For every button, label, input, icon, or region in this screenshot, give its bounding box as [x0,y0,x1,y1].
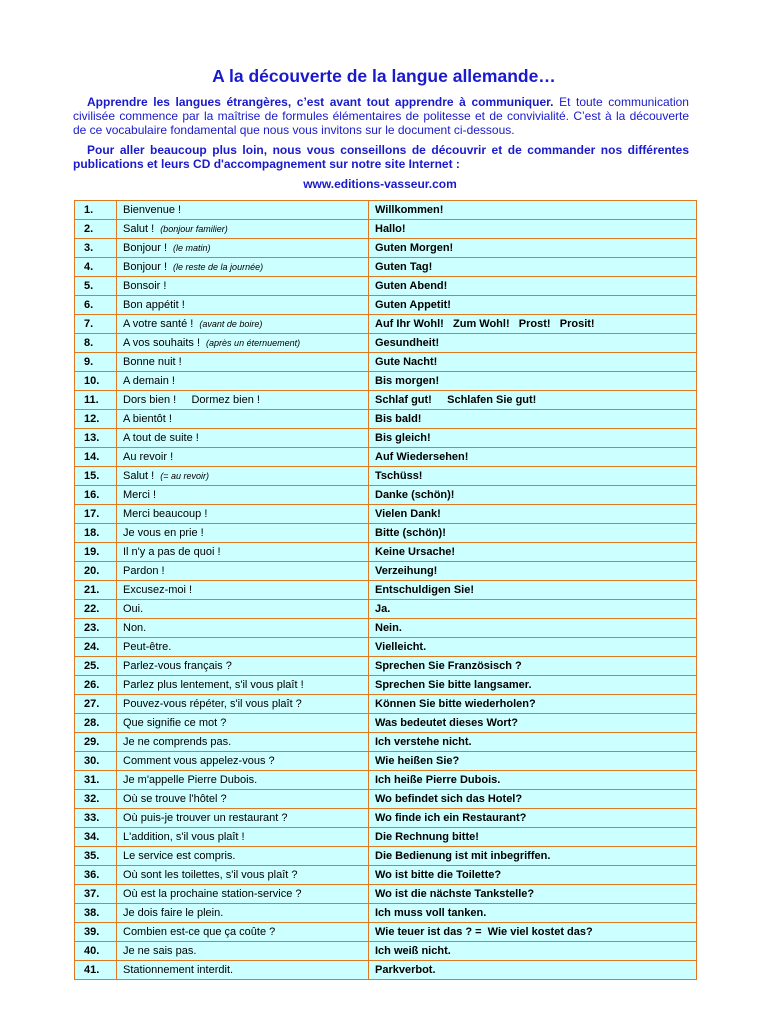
row-number: 2. [75,220,117,239]
phrase-note: (bonjour familier) [160,224,228,234]
german-phrase: Können Sie bitte wiederholen? [369,695,697,714]
row-number: 8. [75,334,117,353]
table-row [75,372,697,391]
french-phrase-cell [117,201,369,220]
french-phrase: Où est la prochaine station-service ? [123,888,302,900]
row-number: 21. [75,581,117,600]
row-number: 3. [75,239,117,258]
french-phrase: Salut ! [123,470,155,482]
french-phrase: Comment vous appelez-vous ? [123,755,275,767]
table-row [75,524,697,543]
table-row [75,733,697,752]
french-phrase-cell [117,638,369,657]
french-phrase-cell [117,676,369,695]
french-phrase: A bientôt ! [123,413,172,425]
row-number: 22. [75,600,117,619]
german-phrase: Sprechen Sie bitte langsamer. [369,676,697,695]
french-phrase-cell [117,505,369,524]
german-phrase: Bis gleich! [369,429,697,448]
french-phrase: A demain ! [123,375,175,387]
german-phrase: Schlaf gut! Schlafen Sie gut! [369,391,697,410]
french-phrase: Merci beaucoup ! [123,508,208,520]
table-row [75,619,697,638]
table-row [75,486,697,505]
table-row [75,828,697,847]
row-number: 35. [75,847,117,866]
row-number: 33. [75,809,117,828]
french-phrase: Bonjour ! [123,261,168,273]
french-phrase-cell [117,619,369,638]
french-phrase-cell [117,562,369,581]
french-phrase-cell [117,315,369,334]
table-row [75,600,697,619]
french-phrase-cell [117,600,369,619]
table-row [75,239,697,258]
french-phrase: Salut ! [123,223,155,235]
row-number: 24. [75,638,117,657]
table-row [75,771,697,790]
intro-paragraph [73,95,689,137]
french-phrase: Parlez-vous français ? [123,660,232,672]
german-phrase: Ich heiße Pierre Dubois. [369,771,697,790]
french-phrase-cell [117,467,369,486]
german-phrase: Bitte (schön)! [369,524,697,543]
french-phrase-cell [117,334,369,353]
table-row [75,885,697,904]
table-row [75,448,697,467]
french-phrase-cell [117,714,369,733]
row-number: 41. [75,961,117,980]
phrase-note: (avant de boire) [199,319,263,329]
german-phrase: Wo ist die nächste Tankstelle? [369,885,697,904]
row-number: 16. [75,486,117,505]
french-phrase: Bonjour ! [123,242,168,254]
table-row [75,904,697,923]
row-number: 17. [75,505,117,524]
french-phrase-cell [117,809,369,828]
german-phrase: Bis morgen! [369,372,697,391]
french-phrase: L'addition, s'il vous plaît ! [123,831,245,843]
french-phrase-cell [117,391,369,410]
german-phrase: Verzeihung! [369,562,697,581]
row-number: 30. [75,752,117,771]
french-phrase: Je ne comprends pas. [123,736,232,748]
german-phrase: Vielen Dank! [369,505,697,524]
french-phrase-cell [117,695,369,714]
table-row [75,258,697,277]
german-phrase: Nein. [369,619,697,638]
french-phrase: Bon appétit ! [123,299,185,311]
german-phrase: Willkommen! [369,201,697,220]
row-number: 25. [75,657,117,676]
french-phrase-cell [117,847,369,866]
table-row [75,505,697,524]
french-phrase: Il n'y a pas de quoi ! [123,546,221,558]
table-row [75,543,697,562]
phrase-note: (le matin) [173,243,211,253]
french-phrase: Où puis-je trouver un restaurant ? [123,812,288,824]
french-phrase: Stationnement interdit. [123,964,234,976]
table-row [75,562,697,581]
table-row [75,429,697,448]
table-row [75,695,697,714]
german-phrase: Wie teuer ist das ? = Wie viel kostet das? [369,923,697,942]
intro-rest: Et toute communication civilisée commence par la maîtrise de formules élémentaires de politesse et de convivialité. C’est à la découverte de ce vocabulaire fondamental que nous vous invitons sur le document ci-dessous. [73,95,689,137]
french-phrase-cell [117,296,369,315]
row-number: 38. [75,904,117,923]
french-phrase: Dors bien ! Dormez bien ! [123,394,260,406]
table-row [75,201,697,220]
german-phrase: Wie heißen Sie? [369,752,697,771]
french-phrase-cell [117,372,369,391]
french-phrase-cell [117,258,369,277]
table-row [75,220,697,239]
row-number: 9. [75,353,117,372]
vocabulary-table-body [75,201,697,980]
german-phrase: Vielleicht. [369,638,697,657]
french-phrase-cell [117,581,369,600]
row-number: 10. [75,372,117,391]
vocabulary-table [74,200,697,980]
french-phrase-cell [117,866,369,885]
german-phrase: Entschuldigen Sie! [369,581,697,600]
row-number: 19. [75,543,117,562]
french-phrase: Que signifie ce mot ? [123,717,227,729]
row-number: 27. [75,695,117,714]
phrase-note: (le reste de la journée) [173,262,264,272]
german-phrase: Bis bald! [369,410,697,429]
french-phrase-cell [117,448,369,467]
french-phrase-cell [117,790,369,809]
table-row [75,752,697,771]
german-phrase: Hallo! [369,220,697,239]
table-row [75,467,697,486]
french-phrase: Pardon ! [123,565,165,577]
german-phrase: Die Bedienung ist mit inbegriffen. [369,847,697,866]
row-number: 26. [75,676,117,695]
french-phrase-cell [117,657,369,676]
table-row [75,961,697,980]
row-number: 34. [75,828,117,847]
row-number: 32. [75,790,117,809]
german-phrase: Ich weiß nicht. [369,942,697,961]
row-number: 4. [75,258,117,277]
row-number: 14. [75,448,117,467]
french-phrase-cell [117,543,369,562]
french-phrase: Non. [123,622,147,634]
row-number: 37. [75,885,117,904]
german-phrase: Wo finde ich ein Restaurant? [369,809,697,828]
german-phrase: Die Rechnung bitte! [369,828,697,847]
french-phrase: Excusez-moi ! [123,584,193,596]
french-phrase-cell [117,277,369,296]
table-row [75,277,697,296]
french-phrase-cell [117,486,369,505]
french-phrase: Peut-être. [123,641,172,653]
german-phrase: Auf Ihr Wohl! Zum Wohl! Prost! Prosit! [369,315,697,334]
french-phrase: Où se trouve l'hôtel ? [123,793,227,805]
french-phrase-cell [117,961,369,980]
french-phrase-cell [117,828,369,847]
intro-lead: Apprendre les langues étrangères, c’est avant tout apprendre à communiquer. [87,95,554,109]
french-phrase: Au revoir ! [123,451,174,463]
row-number: 11. [75,391,117,410]
page-title: A la découverte de la langue allemande… [212,66,556,86]
french-phrase: Bonsoir ! [123,280,167,292]
row-number: 28. [75,714,117,733]
website-link[interactable]: www.editions-vasseur.com [303,177,457,191]
french-phrase: Bonne nuit ! [123,356,182,368]
publications-paragraph: Pour aller beaucoup plus loin, nous vous conseillons de découvrir et de commander nos différentes publications et leurs CD d'accompagnement sur notre site Internet : [73,143,689,171]
french-phrase: Je vous en prie ! [123,527,204,539]
table-row [75,676,697,695]
german-phrase: Danke (schön)! [369,486,697,505]
french-phrase: A votre santé ! [123,318,194,330]
german-phrase: Ich verstehe nicht. [369,733,697,752]
french-phrase: Je m'appelle Pierre Dubois. [123,774,258,786]
row-number: 6. [75,296,117,315]
german-phrase: Ich muss voll tanken. [369,904,697,923]
row-number: 40. [75,942,117,961]
table-row [75,334,697,353]
row-number: 31. [75,771,117,790]
row-number: 12. [75,410,117,429]
french-phrase-cell [117,752,369,771]
row-number: 20. [75,562,117,581]
german-phrase: Ja. [369,600,697,619]
german-phrase: Was bedeutet dieses Wort? [369,714,697,733]
french-phrase: Je ne sais pas. [123,945,197,957]
row-number: 5. [75,277,117,296]
table-row [75,866,697,885]
french-phrase-cell [117,524,369,543]
french-phrase-cell [117,410,369,429]
table-row [75,391,697,410]
row-number: 15. [75,467,117,486]
table-row [75,714,697,733]
phrase-note: (après un éternuement) [206,338,301,348]
table-row [75,923,697,942]
table-row [75,315,697,334]
french-phrase: Combien est-ce que ça coûte ? [123,926,276,938]
table-row [75,296,697,315]
french-phrase: A tout de suite ! [123,432,199,444]
table-row [75,809,697,828]
french-phrase: Où sont les toilettes, s'il vous plaît ? [123,869,298,881]
french-phrase-cell [117,923,369,942]
french-phrase-cell [117,942,369,961]
table-row [75,847,697,866]
french-phrase: A vos souhaits ! [123,337,201,349]
french-phrase: Bienvenue ! [123,204,182,216]
french-phrase: Merci ! [123,489,156,501]
row-number: 29. [75,733,117,752]
german-phrase: Guten Morgen! [369,239,697,258]
table-row [75,638,697,657]
french-phrase-cell [117,733,369,752]
row-number: 7. [75,315,117,334]
table-row [75,790,697,809]
french-phrase: Parlez plus lentement, s'il vous plaît ! [123,679,304,691]
german-phrase: Sprechen Sie Französisch ? [369,657,697,676]
row-number: 1. [75,201,117,220]
french-phrase: Oui. [123,603,144,615]
french-phrase-cell [117,771,369,790]
french-phrase-cell [117,353,369,372]
phrase-note: (= au revoir) [160,471,209,481]
row-number: 36. [75,866,117,885]
french-phrase: Je dois faire le plein. [123,907,224,919]
german-phrase: Guten Abend! [369,277,697,296]
german-phrase: Guten Appetit! [369,296,697,315]
german-phrase: Wo ist bitte die Toilette? [369,866,697,885]
table-row [75,410,697,429]
french-phrase-cell [117,904,369,923]
table-row [75,942,697,961]
french-phrase-cell [117,429,369,448]
german-phrase: Tschüss! [369,467,697,486]
french-phrase: Pouvez-vous répéter, s'il vous plaît ? [123,698,302,710]
german-phrase: Auf Wiedersehen! [369,448,697,467]
german-phrase: Parkverbot. [369,961,697,980]
row-number: 39. [75,923,117,942]
table-row [75,353,697,372]
french-phrase: Le service est compris. [123,850,236,862]
french-phrase-cell [117,885,369,904]
row-number: 18. [75,524,117,543]
german-phrase: Keine Ursache! [369,543,697,562]
german-phrase: Gesundheit! [369,334,697,353]
french-phrase-cell [117,220,369,239]
row-number: 13. [75,429,117,448]
german-phrase: Wo befindet sich das Hotel? [369,790,697,809]
table-row [75,581,697,600]
row-number: 23. [75,619,117,638]
german-phrase: Gute Nacht! [369,353,697,372]
table-row [75,657,697,676]
french-phrase-cell [117,239,369,258]
german-phrase: Guten Tag! [369,258,697,277]
